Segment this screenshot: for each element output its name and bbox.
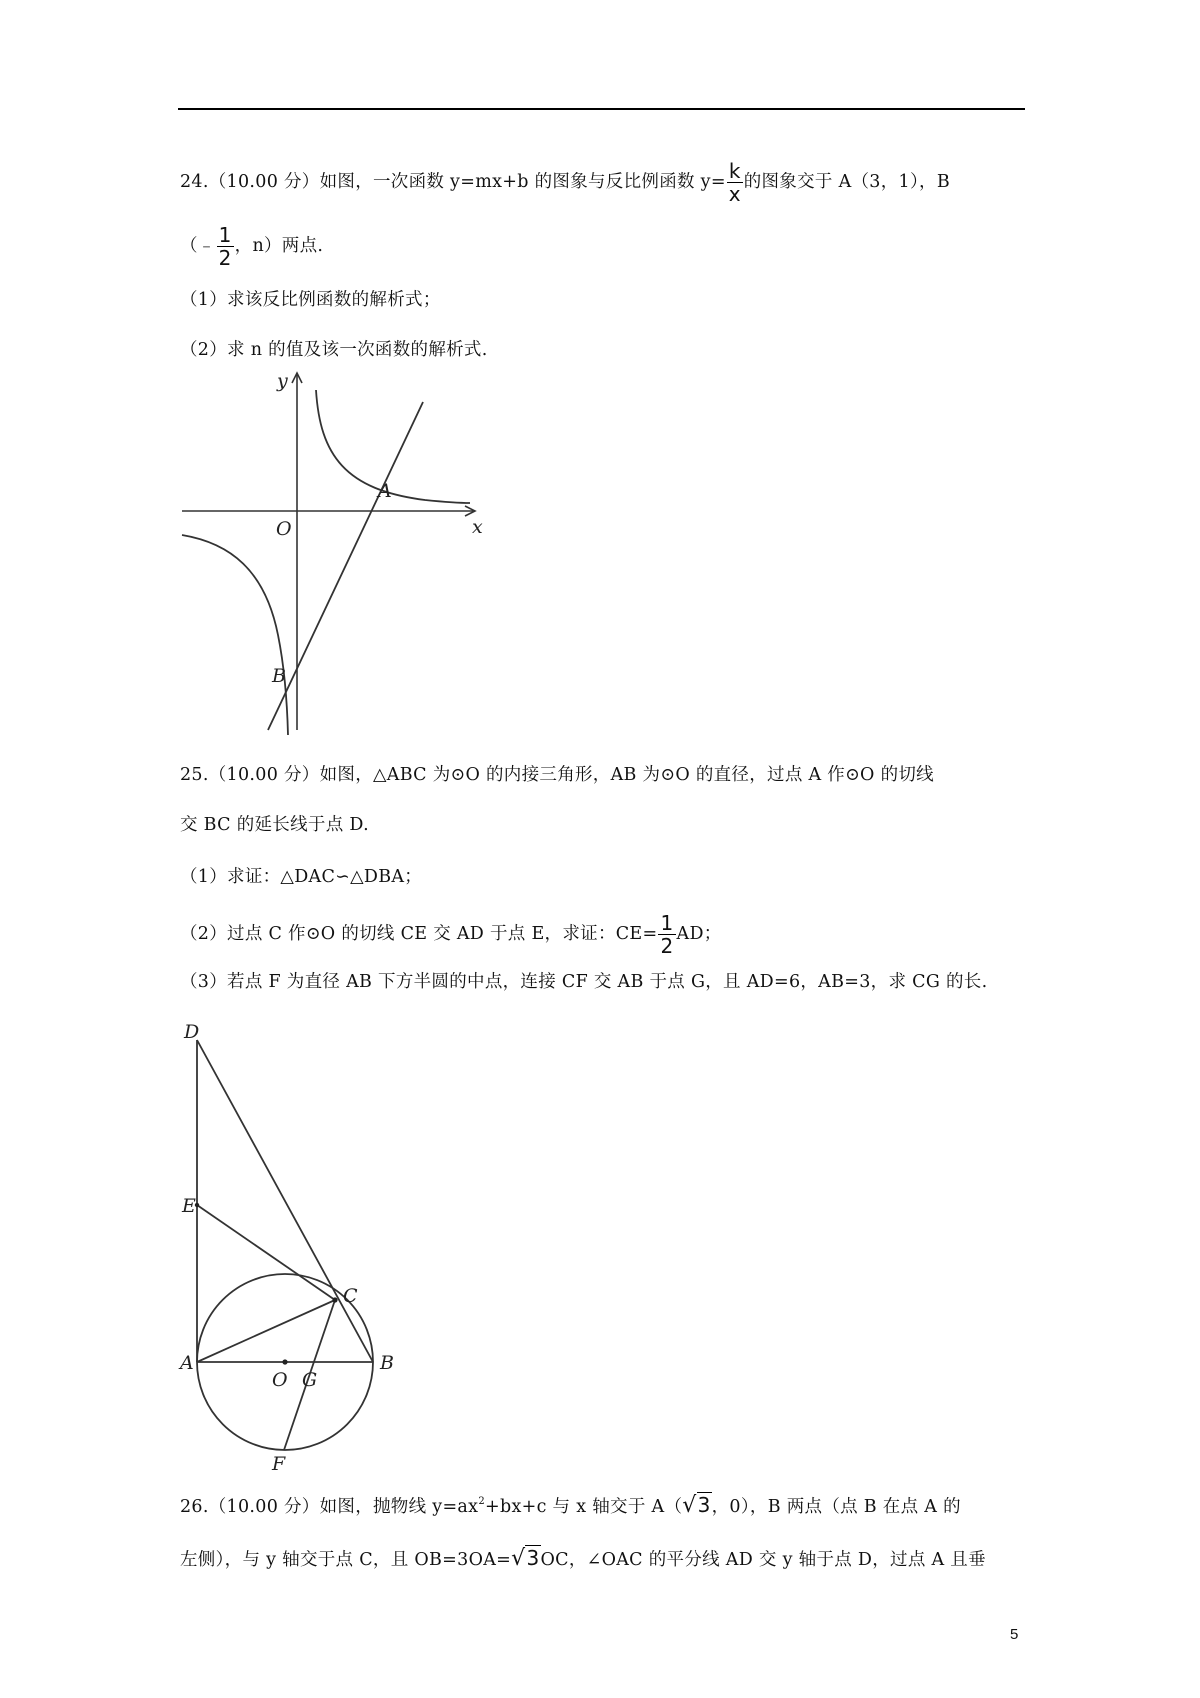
hyperbola-line-figure bbox=[170, 365, 490, 740]
label-x: x bbox=[472, 516, 483, 538]
segment-ec bbox=[197, 1205, 335, 1300]
label-o: O bbox=[272, 1369, 288, 1391]
fraction-k-over-x: $\frac{k}{x}$ bbox=[728, 159, 741, 206]
label-c: C bbox=[343, 1285, 358, 1307]
q25-line2: 交 BC 的延长线于点 D. bbox=[180, 815, 369, 835]
q24-part2: （2）求 n 的值及该一次函数的解析式. bbox=[180, 340, 488, 360]
q25-part2: （2）过点 C 作⊙O 的切线 CE 交 AD 于点 E，求证：CE= $\frac{1}{2}$ AD； bbox=[180, 911, 722, 958]
point-c bbox=[332, 1297, 337, 1302]
q25-part1: （1）求证：△DAC∽△DBA； bbox=[180, 867, 423, 887]
sqrt-sign-2: √ bbox=[511, 1546, 526, 1571]
q24-part1: （1）求该反比例函数的解析式； bbox=[180, 290, 441, 310]
fraction-one-half: $\frac{1}{2}$ bbox=[218, 223, 232, 270]
label-e: E bbox=[182, 1195, 196, 1217]
label-a: A bbox=[180, 1352, 194, 1374]
label-f: F bbox=[272, 1453, 286, 1475]
page-number: 5 bbox=[1010, 1626, 1019, 1643]
label-b: B bbox=[272, 665, 286, 687]
fraction-one-half-2: $\frac{1}{2}$ bbox=[660, 911, 674, 958]
header-rule bbox=[178, 108, 1025, 110]
label-b: B bbox=[380, 1352, 394, 1374]
q26-line2: 左侧），与 y 轴交于点 C，且 OB=3OA=√3OC，∠OAC 的平分线 AD 交 y 轴于点 D，过点 A 且垂 bbox=[180, 1546, 986, 1571]
q24-line2: （﹣ $\frac{1}{2}$ ，n）两点. bbox=[180, 223, 324, 270]
segment-ac bbox=[197, 1300, 335, 1362]
label-d: D bbox=[184, 1021, 200, 1043]
hyperbola-branch-upper bbox=[316, 390, 470, 503]
linear-function-line bbox=[268, 402, 423, 730]
q25-part3: （3）若点 F 为直径 AB 下方半圆的中点，连接 CF 交 AB 于点 G，且 AD=6，AB=3，求 CG 的长. bbox=[180, 972, 988, 992]
hyperbola-branch-lower bbox=[182, 535, 288, 735]
segment-db bbox=[197, 1040, 373, 1362]
label-y: y bbox=[277, 370, 288, 392]
label-o: O bbox=[276, 518, 292, 540]
q24-line1: 24.（10.00 分）如图，一次函数 y=mx+b 的图象与反比例函数 y= $\frac{k}{x}$ 的图象交于 A（3，1），B bbox=[180, 159, 950, 206]
q26-line1: 26.（10.00 分）如图，抛物线 $y=ax^2+bx+c$ 与 x 轴交于 A（√3，0），B 两点（点 B 在点 A 的 bbox=[180, 1493, 961, 1518]
circle-triangle-figure bbox=[180, 1010, 420, 1475]
label-a: A bbox=[378, 480, 392, 502]
sqrt-sign: √ bbox=[682, 1493, 697, 1518]
point-o bbox=[282, 1359, 287, 1364]
label-g: G bbox=[302, 1369, 318, 1391]
q25-line1: 25.（10.00 分）如图，△ABC 为⊙O 的内接三角形，AB 为⊙O 的直径，过点 A 作⊙O 的切线 bbox=[180, 765, 934, 785]
